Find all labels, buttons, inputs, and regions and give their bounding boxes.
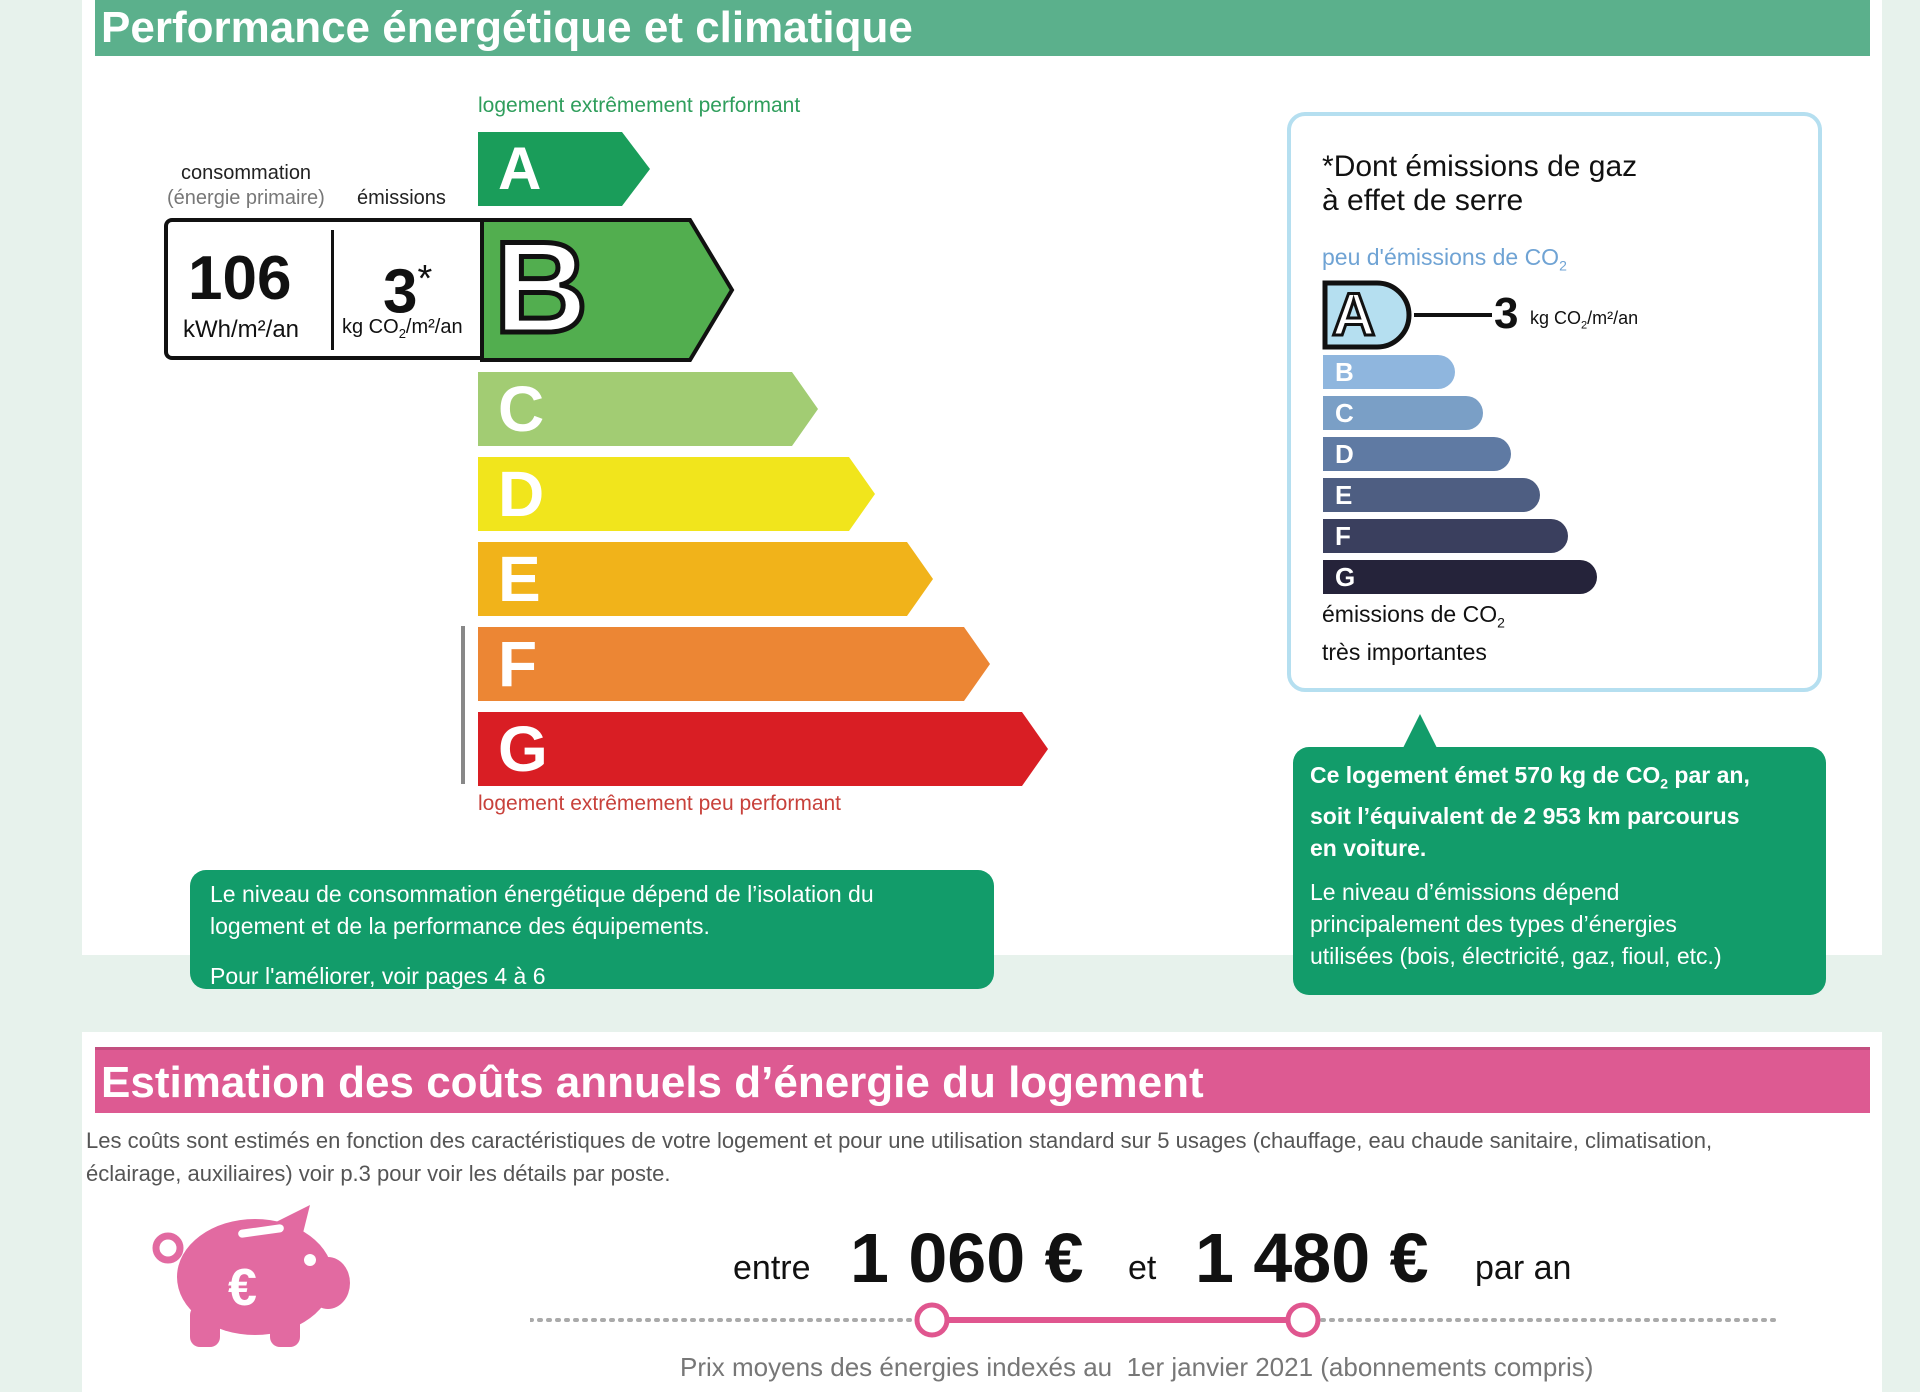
svg-text:€: €: [228, 1259, 257, 1317]
emissions-info-bubble: Ce logement émet 570 kg de $CO_2$ par an, soit l’équivalent de 2 953 km parcourus en voiture. Le niveau d’émissions dépend principalement des types d’énergies utilisées (bois, électricité, gaz, fioul, etc.): [1293, 747, 1826, 995]
energy-class-letter: A: [498, 135, 542, 202]
ghg-title: *Dont émissions de gaz à effet de serre: [1322, 150, 1638, 217]
ghg-class-B: [1323, 355, 1455, 389]
consumption-info-bubble: Le niveau de consommation énergétique dépend de l’isolation du logement et de la performance des équipements. Pour l'améliorer, voir pages 4 à 6: [190, 870, 994, 989]
ghg-connector: [1414, 313, 1492, 317]
ghg-class-letter: B: [1335, 357, 1354, 387]
price-note: Prix moyens des énergies indexés au 1er janvier 2021 (abonnements compris): [680, 1352, 1594, 1382]
energy-class-G: [478, 712, 1048, 786]
improve-link[interactable]: Pour l'améliorer, voir pages 4 à 6: [210, 963, 546, 989]
ghg-class-letter: E: [1335, 480, 1353, 510]
emissions-unit: kg $CO_2/m^2/an$: [342, 316, 463, 341]
consumption-unit: kWh/m²/an: [183, 316, 300, 343]
cost-and-label: et: [1128, 1249, 1157, 1287]
energy-class-D: [478, 457, 875, 531]
ghg-class-letter: D: [1335, 439, 1354, 469]
scale-top-label: logement extrêmement performant: [478, 94, 801, 117]
annual-costs-title: Estimation des coûts annuels d’énergie du logement: [95, 1047, 1870, 1113]
ghg-class-C: [1323, 396, 1483, 430]
ghg-class-letter: G: [1335, 562, 1356, 592]
cost-between-label: entre: [733, 1249, 811, 1287]
ghg-unit: kg $CO_2/m^2/an$: [1530, 308, 1639, 332]
cost-per-year-label: par an: [1475, 1249, 1572, 1287]
cost-max: 1 480 €: [1195, 1219, 1429, 1297]
ghg-class-letter: F: [1335, 521, 1351, 551]
consumption-label: consommation: [181, 162, 312, 184]
energy-class-letter: C: [498, 373, 545, 445]
cost-range-scale: [530, 1300, 1780, 1340]
costs-description: Les coûts sont estimés en fonction des caractéristiques de votre logement et pour une utilisation standard sur 5 usages (chauffage, eau chaude sanitaire, climatisation, éclairage, auxiliaires) voir p.3 pour voir les détails par poste.: [86, 1128, 1713, 1186]
ghg-class-E: [1323, 478, 1540, 512]
current-energy-letter: B: [494, 214, 588, 360]
energy-class-letter: D: [498, 458, 545, 530]
ghg-class-D: [1323, 437, 1511, 471]
consumption-sublabel: (énergie primaire): [167, 187, 325, 209]
consumption-value: 106: [188, 244, 292, 313]
energy-class-C: [478, 372, 818, 446]
emissions-label: émissions: [357, 187, 446, 209]
cost-min: 1 060 €: [850, 1219, 1084, 1297]
ghg-class-G: [1323, 560, 1597, 594]
ghg-class-letter: C: [1335, 398, 1354, 428]
emissions-value: 3*: [383, 257, 433, 327]
ghg-class-F: [1323, 519, 1568, 553]
energy-performance-title: Performance énergétique et climatique: [95, 0, 1870, 56]
ghg-class-A: [1322, 280, 1414, 350]
scale-bottom-label: logement extrêmement peu performant: [478, 792, 842, 815]
energy-class-A: [478, 132, 650, 206]
energy-class-E: [478, 542, 933, 616]
ghg-value: 3: [1494, 289, 1519, 338]
ghg-bottom-label: émissions de $CO_2$ très importantes: [1322, 601, 1505, 665]
scale-bracket: [461, 626, 465, 784]
energy-class-letter: F: [498, 628, 538, 700]
energy-class-letter: E: [498, 543, 541, 615]
energy-class-F: [478, 627, 990, 701]
ghg-top-label: peu d'émissions de $CO_2$: [1322, 244, 1567, 274]
energy-class-letter: G: [498, 713, 548, 785]
box-divider: [331, 230, 334, 350]
piggy-bank-icon: [150, 1205, 360, 1350]
current-energy-band: [480, 214, 736, 362]
ghg-current-letter: A: [1332, 281, 1376, 348]
